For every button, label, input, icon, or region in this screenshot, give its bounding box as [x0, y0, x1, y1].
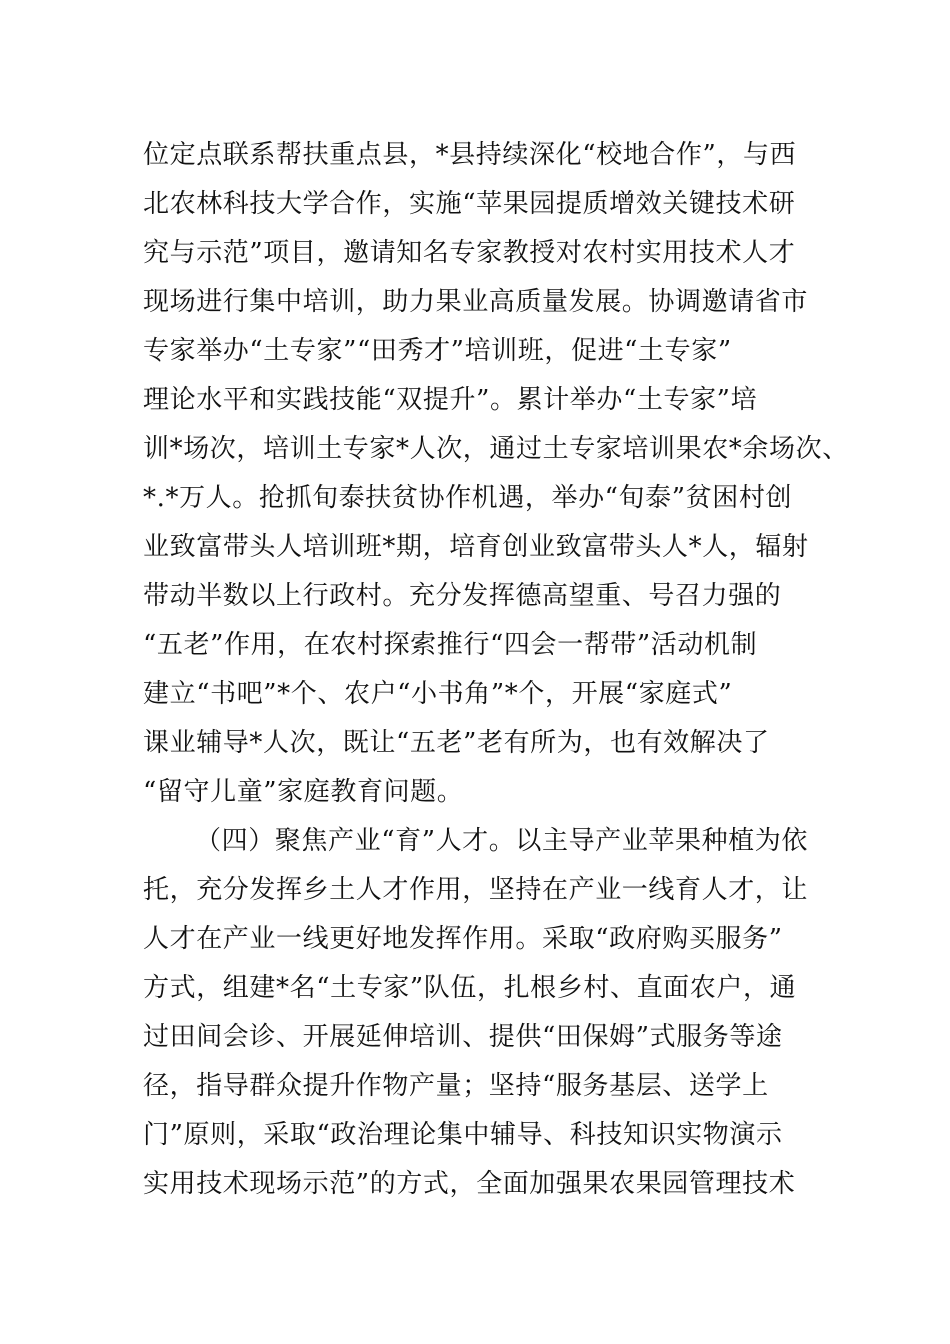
document-body — [143, 131, 849, 1209]
paragraph-line: “五老”作用，在农村探索推行“四会一帮带”活动机制 — [143, 630, 758, 660]
paragraph-line: 实用技术现场示范”的方式，全面加强果农果园管理技术 — [143, 1169, 796, 1199]
paragraph-line: 训*场次，培训土专家*人次，通过土专家培训果农*余场次、 — [143, 434, 849, 464]
paragraph-line: 位定点联系帮扶重点县，*县持续深化“校地合作”，与西 — [143, 140, 797, 170]
paragraph-line: 北农林科技大学合作，实施“苹果园提质增效关键技术研 — [143, 189, 796, 219]
paragraph-line: 专家举办“土专家”“田秀才”培训班，促进“土专家” — [143, 336, 732, 366]
paragraph-line: 径，指导群众提升作物产量；坚持“服务基层、送学上 — [143, 1071, 769, 1101]
paragraph-line: *.*万人。抢抓旬泰扶贫协作机遇，举办“旬泰”贫困村创 — [143, 483, 793, 513]
paragraph-line: 方式，组建*名“土专家”队伍，扎根乡村、直面农户，通 — [143, 973, 797, 1003]
paragraph-line: 现场进行集中培训，助力果业高质量发展。协调邀请省市 — [143, 287, 809, 317]
paragraph-line: 托，充分发挥乡土人才作用，坚持在产业一线育人才，让 — [143, 875, 809, 905]
paragraph-line: 究与示范”项目，邀请知名专家教授对农村实用技术人才 — [143, 238, 796, 268]
paragraph-line: 带动半数以上行政村。充分发挥德高望重、号召力强的 — [143, 581, 782, 611]
paragraph-line: 过田间会诊、开展延伸培训、提供“田保姆”式服务等途 — [143, 1022, 783, 1052]
paragraph-line: 人才在产业一线更好地发挥作用。采取“政府购买服务” — [143, 924, 783, 954]
paragraph-line: 门”原则，采取“政治理论集中辅导、科技知识实物演示 — [143, 1120, 783, 1150]
paragraph-line: 业致富带头人培训班*期，培育创业致富带头人*人，辐射 — [143, 532, 809, 562]
paragraph-line: 理论水平和实践技能“双提升”。累计举办“土专家”培 — [143, 385, 758, 415]
paragraph-line: “留守儿童”家庭教育问题。 — [143, 777, 464, 807]
paragraph-line: 建立“书吧”*个、农户“小书角”*个，开展“家庭式” — [143, 679, 733, 709]
paragraph-1 — [143, 131, 849, 817]
paragraph-line: 课业辅导*人次，既让“五老”老有所为，也有效解决了 — [143, 728, 770, 758]
paragraph-2 — [143, 817, 823, 1209]
paragraph-line: （四）聚焦产业“育”人才。以主导产业苹果种植为依 — [195, 826, 808, 856]
